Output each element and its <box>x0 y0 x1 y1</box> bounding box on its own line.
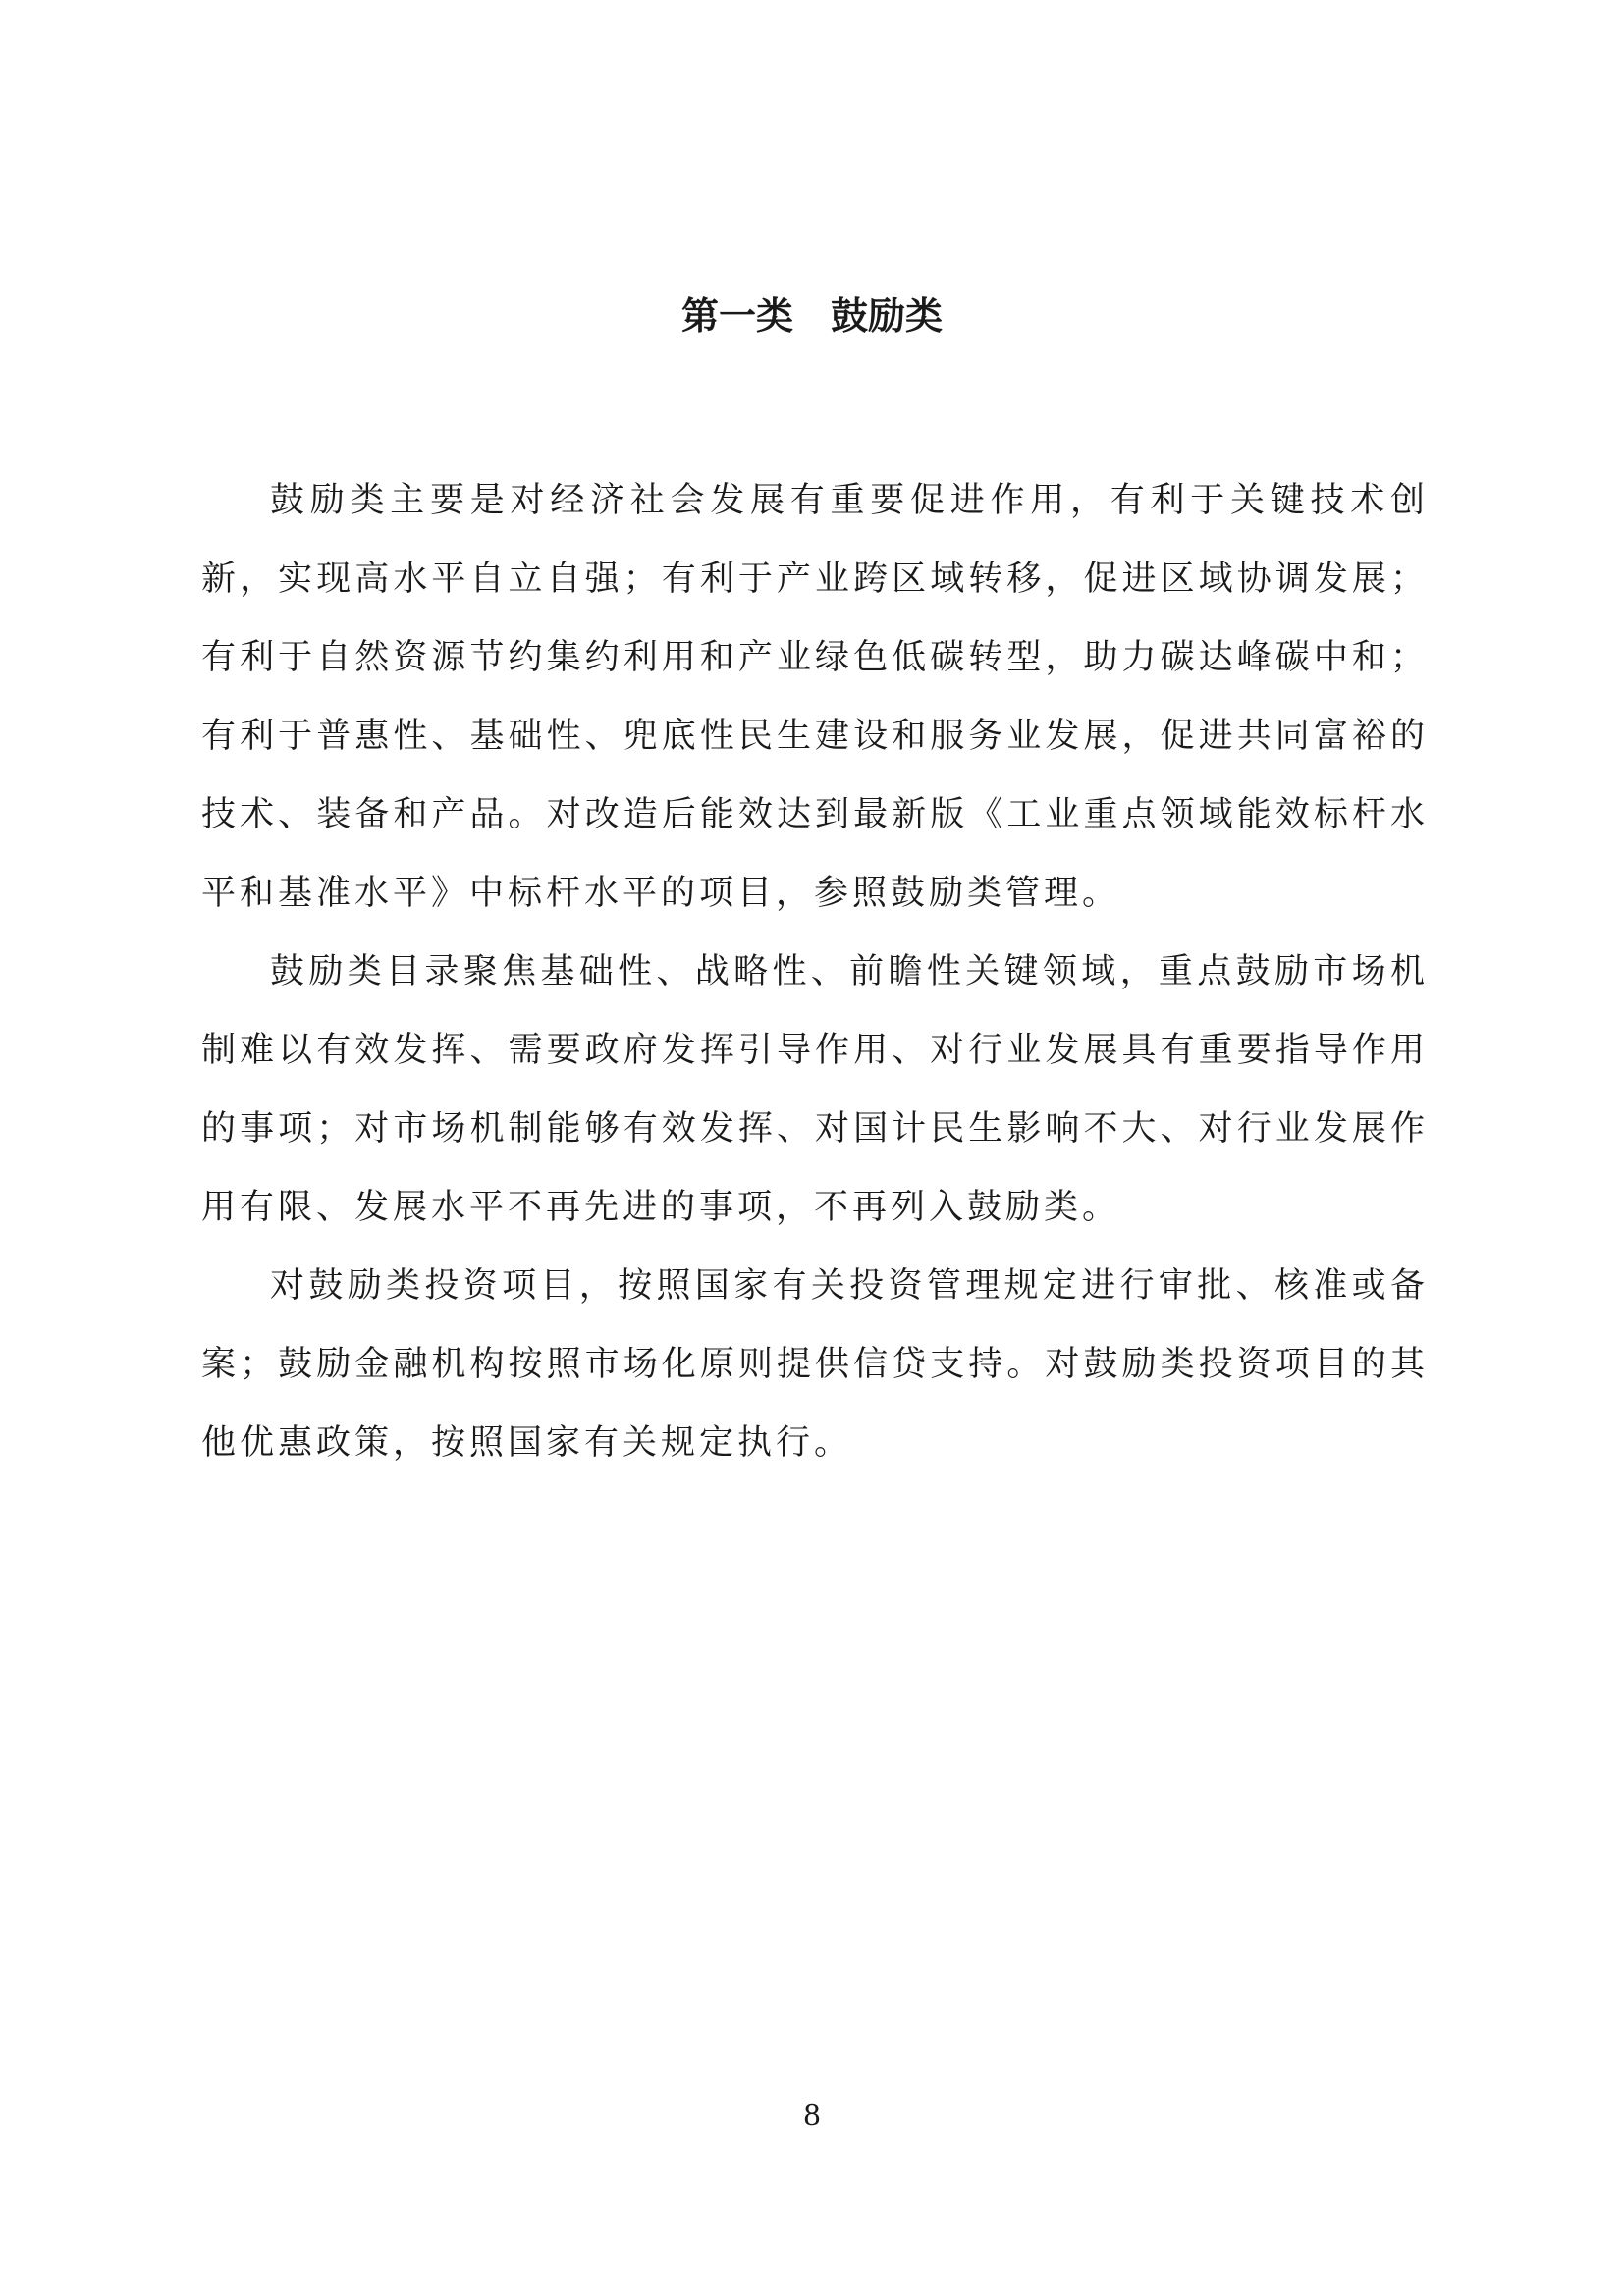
paragraph-1: 鼓励类主要是对经济社会发展有重要促进作用，有利于关键技术创新，实现高水平自立自强；有利于产业跨区域转移，促进区域协调发展；有利于自然资源节约集约利用和产业绿色低碳转型，助力碳达峰碳中和；有利于普惠性、基础性、兜底性民生建设和服务业发展，促进共同富裕的技术、装备和产品。对改造后能效达到最新版《工业重点领域能效标杆水平和基准水平》中标杆水平的项目，参照鼓励类管理。 <box>201 481 1429 913</box>
section-title: 第一类 鼓励类 <box>680 294 943 338</box>
paragraph-3: 对鼓励类投资项目，按照国家有关投资管理规定进行审批、核准或备案；鼓励金融机构按照市场化原则提供信贷支持。对鼓励类投资项目的其他优惠政策，按照国家有关规定执行。 <box>201 1266 1429 1463</box>
paragraph-2: 鼓励类目录聚焦基础性、战略性、前瞻性关键领域，重点鼓励市场机制难以有效发挥、需要政府发挥引导作用、对行业发展具有重要指导作用的事项；对市场机制能够有效发挥、对国计民生影响不大、对行业发展作用有限、发展水平不再先进的事项，不再列入鼓励类。 <box>201 952 1429 1227</box>
page-number: 8 <box>803 2097 821 2133</box>
body-text <box>201 461 1429 1482</box>
